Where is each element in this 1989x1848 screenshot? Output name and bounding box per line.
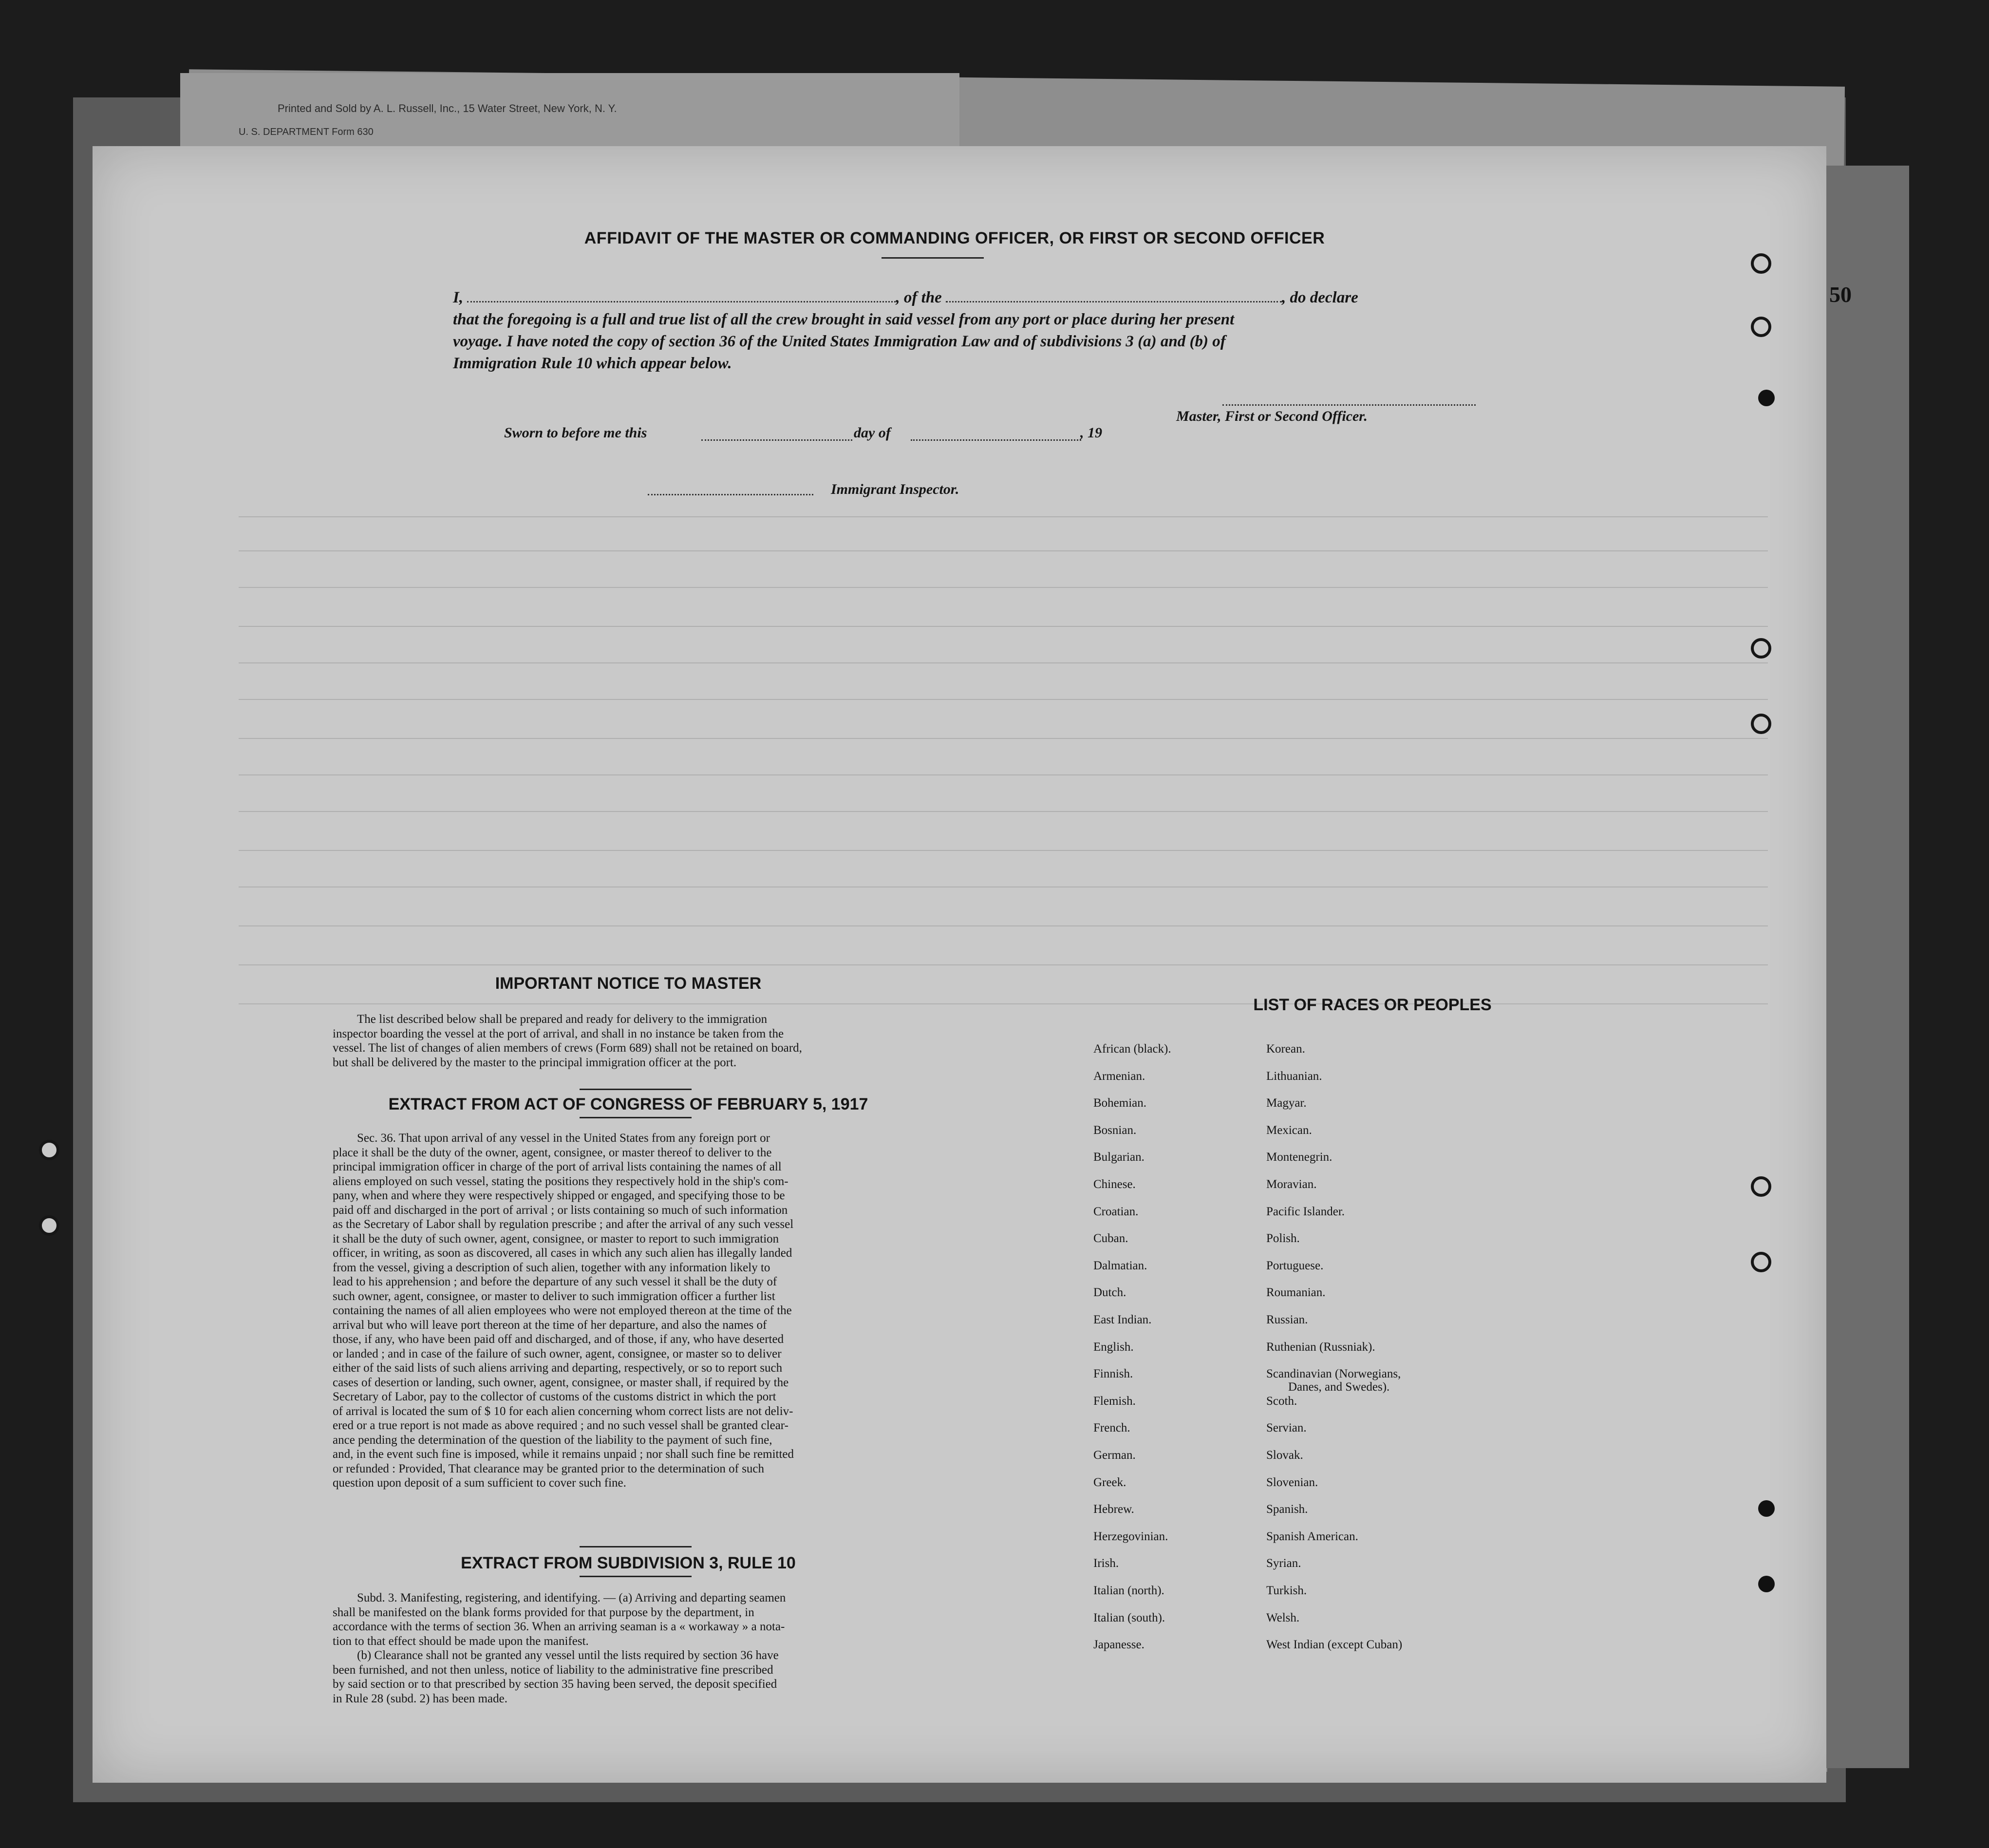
binder-hole-icon	[1751, 1252, 1771, 1272]
master-signature-line	[1222, 404, 1476, 406]
race-item: Dutch.	[1093, 1286, 1126, 1300]
edge-page-number: 50	[1829, 282, 1852, 307]
extract-act-line: containing the names of all alien employees who were not employed thereon at the time of the	[333, 1304, 792, 1317]
extract-rule-line: Subd. 3. Manifesting, registering, and identifying. — (a) Arriving and departing seamen	[357, 1591, 786, 1604]
name-fill-line	[467, 296, 896, 302]
notice-line: but shall be delivered by the master to the principal immigration officer at the port.	[333, 1056, 737, 1069]
race-item: Syrian.	[1266, 1557, 1301, 1570]
race-item: West Indian (except Cuban)	[1266, 1638, 1403, 1652]
sworn-prefix: Sworn to before me this	[504, 425, 647, 441]
extract-act-line: lead to his apprehension ; and before the departure of any such vessel it shall be the duty of	[333, 1275, 777, 1288]
extract-act-line: paid off and discharged in the port of arrival ; or lists containing so much of such information	[333, 1203, 788, 1217]
sworn-day-of: day of	[854, 425, 891, 441]
extract-rule-line: accordance with the terms of section 36. When an arriving seaman is a « workaway » a nota-	[333, 1620, 785, 1633]
extract-act-line: of arrival is located the sum of $ 10 for each alien concerning whom correct lists are not deliv-	[333, 1404, 793, 1418]
race-item: Bosnian.	[1093, 1123, 1137, 1137]
race-item: Finnish.	[1093, 1367, 1133, 1381]
rear-sheet-edge	[1821, 166, 1909, 1768]
binder-hole-icon	[1751, 317, 1771, 337]
section-divider	[580, 1576, 692, 1577]
race-item: Slovak.	[1266, 1449, 1303, 1462]
race-item: Hebrew.	[1093, 1503, 1134, 1516]
race-item: Pacific Islander.	[1266, 1205, 1345, 1218]
master-label: Master, First or Second Officer.	[1176, 408, 1368, 424]
month-fill-line	[911, 439, 1081, 441]
affidavit-page	[93, 146, 1826, 1783]
race-item: Mexican.	[1266, 1123, 1312, 1137]
race-item: English.	[1093, 1340, 1134, 1354]
race-item: Cuban.	[1093, 1232, 1128, 1245]
affidavit-text-line: Immigration Rule 10 which appear below.	[453, 355, 732, 372]
binder-hole-icon	[39, 1215, 59, 1236]
extract-act-line: arrival but who will leave port thereon at the time of her departure, and also the names of	[333, 1318, 767, 1332]
affidavit-i: I,	[453, 289, 464, 306]
inspector-signature-line	[648, 494, 813, 495]
section-divider	[580, 1089, 692, 1090]
section-divider	[580, 1546, 692, 1547]
form-number: U. S. DEPARTMENT Form 630	[239, 127, 374, 137]
binder-hole-icon	[1751, 253, 1771, 274]
affidavit-of-the: , of the	[896, 289, 942, 306]
race-item: East Indian.	[1093, 1313, 1152, 1326]
inspector-label: Immigrant Inspector.	[831, 481, 959, 497]
extract-act-line: place it shall be the duty of the owner, agent, consignee, or master thereof to deliver to the	[333, 1146, 772, 1159]
race-item: Russian.	[1266, 1313, 1308, 1326]
binder-hole-icon	[1758, 390, 1775, 406]
race-item: Herzegovinian.	[1093, 1529, 1168, 1543]
extract-rule-line: tion to that effect should be made upon the manifest.	[333, 1634, 589, 1648]
binder-hole-icon	[39, 1140, 59, 1160]
race-item: Polish.	[1266, 1232, 1300, 1245]
race-item: Welsh.	[1266, 1611, 1300, 1624]
extract-act-line: Sec. 36. That upon arrival of any vessel in the United States from any foreign port or	[357, 1131, 770, 1145]
binder-hole-icon	[1751, 638, 1771, 659]
race-item: Ruthenian (Russniak).	[1266, 1340, 1375, 1354]
race-item: Armenian.	[1093, 1069, 1145, 1083]
race-item: Bulgarian.	[1093, 1150, 1145, 1164]
extract-rule-line: been furnished, and not then unless, notice of liability to the administrative fine prescribed	[333, 1663, 773, 1677]
binder-hole-icon	[1751, 1176, 1771, 1197]
notice-text	[333, 1012, 1014, 1070]
race-item: Spanish American.	[1266, 1529, 1358, 1543]
races-title: LIST OF RACES OR PEOPLES	[1253, 996, 1492, 1014]
extract-act-line: those, if any, who have been paid off and discharged, and of those, if any, who have deserted	[333, 1333, 784, 1346]
extract-act-line: aliens employed on such vessel, stating the positions they respectively hold in the ship's com-	[333, 1174, 788, 1188]
extract-act-line: ance pending the determination of the question of the liability to the payment of such fine,	[333, 1433, 772, 1447]
race-item: Portuguese.	[1266, 1259, 1324, 1272]
extract-act-line: or refunded : Provided, That clearance may be granted prior to the determination of such	[333, 1462, 765, 1475]
race-item: Danes, and Swedes).	[1288, 1380, 1390, 1394]
extract-rule-line: by said section or to that prescribed by section 35 having been served, the deposit specified	[333, 1678, 777, 1691]
vessel-fill-line	[946, 296, 1282, 302]
race-item: Spanish.	[1266, 1503, 1308, 1516]
section-divider	[580, 1117, 692, 1118]
race-item: Montenegrin.	[1266, 1150, 1332, 1164]
rear-form-strip	[180, 73, 959, 146]
title-divider	[882, 257, 984, 259]
day-fill-line	[701, 439, 852, 441]
extract-act-line: principal immigration officer in charge of the port of arrival lists containing the names of all	[333, 1160, 782, 1173]
race-item: Turkish.	[1266, 1584, 1307, 1597]
notice-line: The list described below shall be prepared and ready for delivery to the immigration	[357, 1013, 768, 1026]
extract-act-line: as the Secretary of Labor shall by regulation prescribe ; and after the arrival of any such vessel	[333, 1218, 794, 1231]
extract-act-text	[333, 1131, 1014, 1490]
race-item: Roumanian.	[1266, 1286, 1326, 1300]
extract-rule-line: in Rule 28 (subd. 2) has been made.	[333, 1692, 507, 1705]
affidavit-declaration-line	[453, 289, 1524, 307]
race-item: Croatian.	[1093, 1205, 1139, 1218]
extract-rule-line: (b) Clearance shall not be granted any vessel until the lists required by section 36 have	[357, 1649, 779, 1662]
extract-act-line: from the vessel, giving a description of such alien, together with any information likely to	[333, 1261, 770, 1274]
notice-line: vessel. The list of changes of alien members of crews (Form 689) shall not be retained on board,	[333, 1041, 802, 1055]
binder-hole-icon	[1758, 1576, 1775, 1592]
race-item: Dalmatian.	[1093, 1259, 1147, 1272]
extract-rule-text	[333, 1591, 1014, 1706]
affidavit-text-line: voyage. I have noted the copy of section 36 of the United States Immigration Law and of subdivisions 3 (a) and (b) of	[453, 333, 1226, 350]
notice-line: inspector boarding the vessel at the port of arrival, and shall in no instance be taken from the	[333, 1027, 784, 1040]
extract-act-line: such owner, agent, consignee, or master to deliver to such immigration officer a further list	[333, 1289, 775, 1303]
race-item: Moravian.	[1266, 1178, 1317, 1191]
race-item: Scandinavian (Norwegians,	[1266, 1367, 1401, 1381]
extract-act-line: pany, when and where they were respectively shipped or engaged, and specifying those to be	[333, 1189, 785, 1202]
race-item: Italian (north).	[1093, 1584, 1164, 1597]
extract-act-line: Secretary of Labor, pay to the collector of customs of the customs district in which the port	[333, 1390, 776, 1403]
race-item: French.	[1093, 1421, 1130, 1435]
binder-hole-icon	[1751, 714, 1771, 734]
notice-title: IMPORTANT NOTICE TO MASTER	[495, 974, 762, 993]
race-item: Magyar.	[1266, 1096, 1307, 1110]
extract-act-line: either of the said lists of such aliens arriving and departing, respectively, or so to report such	[333, 1361, 783, 1375]
extract-rule-line: shall be manifested on the blank forms provided for that purpose by the department, in	[333, 1605, 754, 1619]
extract-act-line: it shall be the duty of such owner, agent, consignee, or master to report to such immigration	[333, 1232, 779, 1245]
race-item: Flemish.	[1093, 1394, 1136, 1408]
race-item: German.	[1093, 1449, 1136, 1462]
extract-act-line: or landed ; and in case of the failure of such owner, agent, consignee, or master so to deliver	[333, 1347, 782, 1360]
race-item: Lithuanian.	[1266, 1069, 1322, 1083]
extract-act-line: ered or a true report is not made as above required ; and no such vessel shall be granted clear-	[333, 1419, 788, 1432]
race-item: Italian (south).	[1093, 1611, 1165, 1624]
race-item: Korean.	[1266, 1042, 1305, 1056]
affidavit-text-line: that the foregoing is a full and true list of all the crew brought in said vessel from any port or place during her present	[453, 311, 1235, 328]
printer-imprint: Printed and Sold by A. L. Russell, Inc., 15 Water Street, New York, N. Y.	[278, 102, 617, 114]
race-item: Greek.	[1093, 1475, 1126, 1489]
affidavit-do-declare: , do declare	[1282, 289, 1358, 306]
extract-rule-title: EXTRACT FROM SUBDIVISION 3, RULE 10	[461, 1554, 796, 1572]
race-item: Scoth.	[1266, 1394, 1297, 1408]
race-item: Japanesse.	[1093, 1638, 1145, 1652]
affidavit-title: AFFIDAVIT OF THE MASTER OR COMMANDING OFFICER, OR FIRST OR SECOND OFFICER	[584, 229, 1325, 247]
extract-act-line: and, in the event such fine is imposed, while it remains unpaid ; nor shall such fine be remitted	[333, 1448, 794, 1461]
race-item: African (black).	[1093, 1042, 1171, 1056]
extract-act-line: officer, in writing, as soon as discovered, all cases in which any such alien has illegally landed	[333, 1246, 792, 1260]
binder-hole-icon	[1758, 1500, 1775, 1517]
extract-act-line: question upon deposit of a sum sufficient to cover such fine.	[333, 1476, 626, 1490]
sworn-year: , 19	[1080, 425, 1102, 441]
race-item: Servian.	[1266, 1421, 1307, 1435]
extract-act-title: EXTRACT FROM ACT OF CONGRESS OF FEBRUARY 5, 1917	[388, 1095, 868, 1113]
race-item: Chinese.	[1093, 1178, 1136, 1191]
bleed-through-texture	[93, 146, 1826, 1783]
race-item: Bohemian.	[1093, 1096, 1147, 1110]
race-item: Irish.	[1093, 1557, 1119, 1570]
race-item: Slovenian.	[1266, 1475, 1318, 1489]
extract-act-line: cases of desertion or landing, such owner, agent, consignee, or master shall, if required by the	[333, 1376, 789, 1389]
